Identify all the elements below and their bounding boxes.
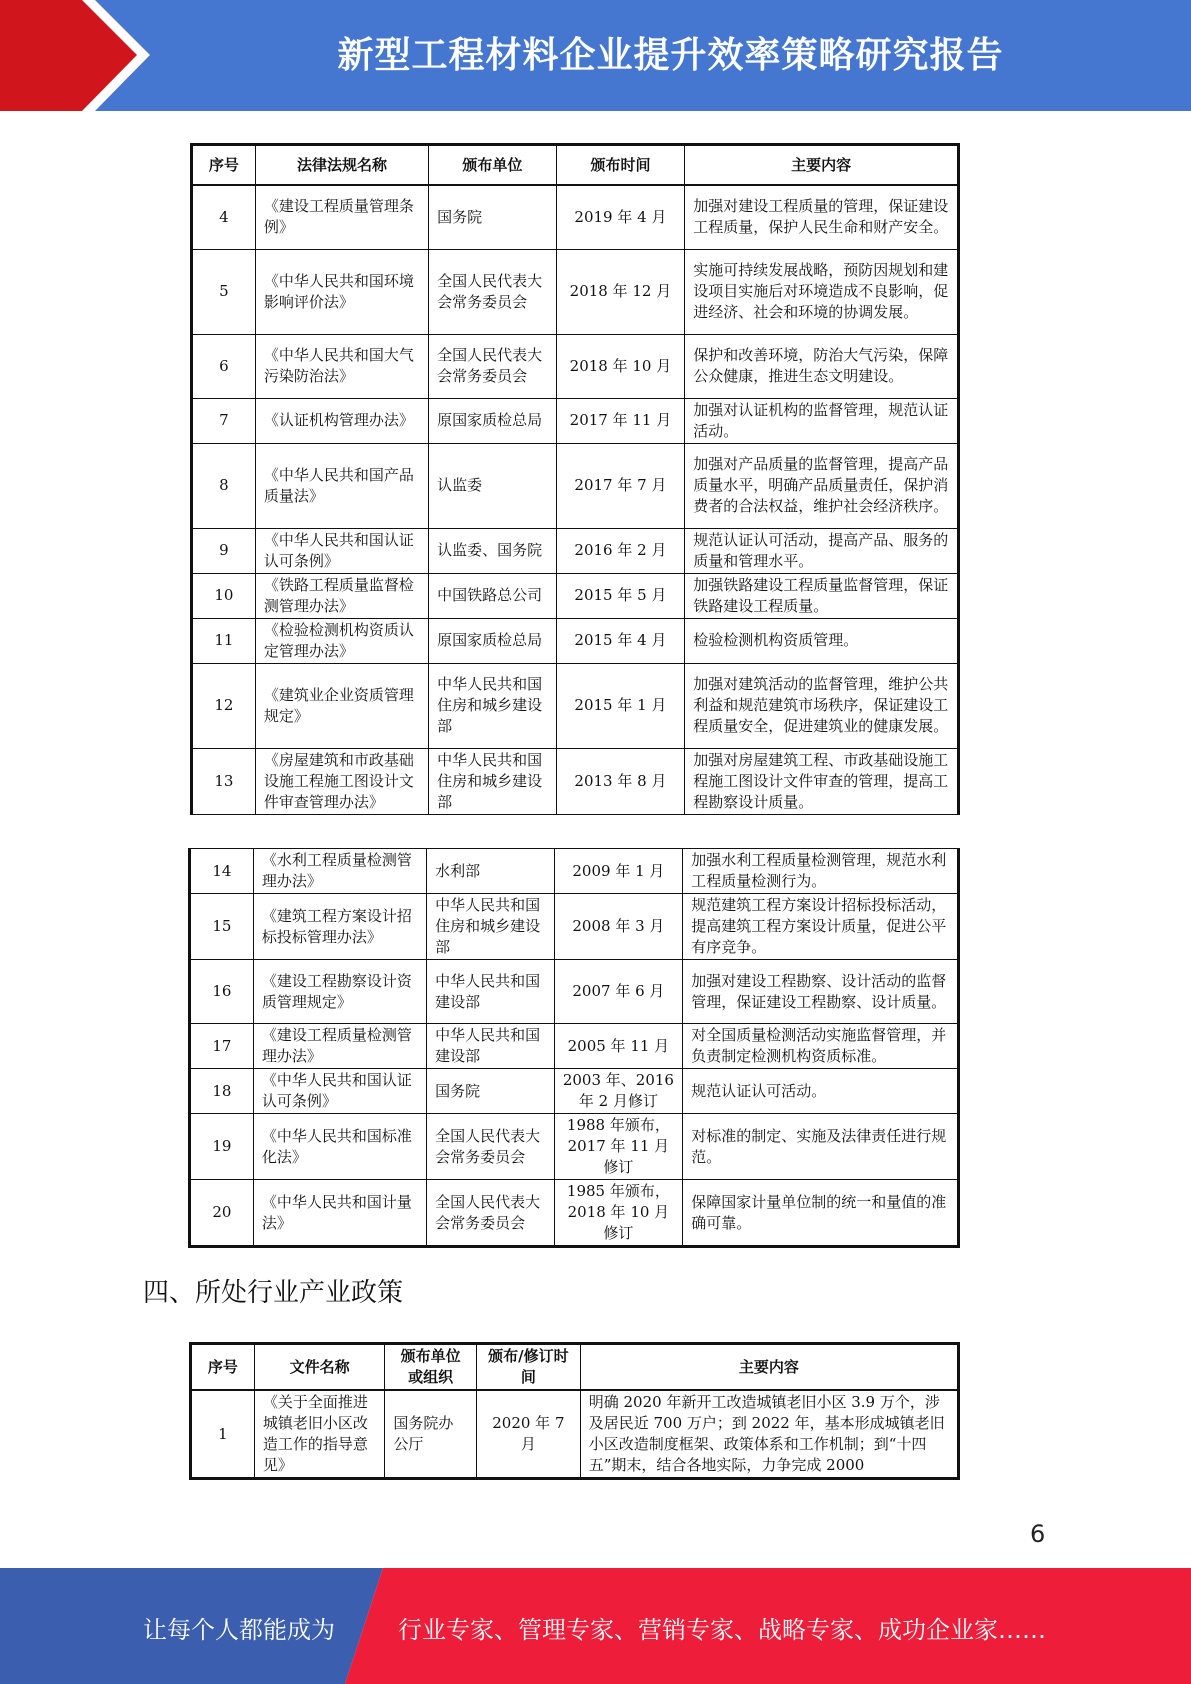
law-name: 《中华人民共和国标准化法》 [253,1114,426,1180]
row-number: 18 [190,1069,254,1114]
issue-date: 2019 年 4 月 [556,185,685,249]
table-row [192,663,959,748]
column-header: 颁布单位 [429,145,557,186]
issuer: 中华人民共和国住房和城乡建设部 [427,894,554,960]
column-header: 法律法规名称 [255,145,428,186]
main-content: 加强对产品质量的监督管理，提高产品质量水平，明确产品质量责任，保护消费者的合法权益，维护社会经济秩序。 [685,443,959,528]
law-name: 《中华人民共和国计量法》 [253,1180,426,1247]
column-header: 颁布/修订时间 [477,1344,581,1391]
issue-date: 1988 年颁布，2017 年 11 月修订 [554,1114,683,1180]
law-name: 《中华人民共和国环境影响评价法》 [255,249,428,334]
main-content: 规范建筑工程方案设计招标投标活动，提高建筑工程方案设计质量，促进公平有序竞争。 [683,894,959,960]
row-number: 16 [190,960,254,1024]
issue-date: 2005 年 11 月 [554,1024,683,1069]
main-content: 规范认证认可活动。 [683,1069,959,1114]
table-row [192,573,959,618]
issuer: 认监委、国务院 [429,528,557,573]
table-row [192,185,959,249]
issuer: 中华人民共和国住房和城乡建设部 [429,663,557,748]
law-name: 《中华人民共和国大气污染防治法》 [255,334,428,398]
table-row [190,1069,959,1114]
row-number: 1 [191,1390,255,1479]
law-name: 《水利工程质量检测管理办法》 [253,849,426,894]
issue-date: 2015 年 4 月 [556,618,685,663]
law-name: 《检验检测机构资质认定管理办法》 [255,618,428,663]
row-number: 6 [192,334,256,398]
page-footer [0,1568,1191,1684]
issuer: 全国人民代表大会常务委员会 [427,1114,554,1180]
issuer: 中华人民共和国建设部 [427,960,554,1024]
row-number: 15 [190,894,254,960]
table-header-row [191,1344,959,1391]
table-row [190,1114,959,1180]
row-number: 19 [190,1114,254,1180]
issue-date: 2013 年 8 月 [556,748,685,814]
page-number: 6 [1030,1520,1046,1548]
main-content: 对全国质量检测活动实施监督管理，并负责制定检测机构资质标准。 [683,1024,959,1069]
row-number: 20 [190,1180,254,1247]
issue-date: 2009 年 1 月 [554,849,683,894]
law-name: 《建筑工程方案设计招标投标管理办法》 [253,894,426,960]
issue-date: 2018 年 10 月 [556,334,685,398]
issuer: 认监委 [429,443,557,528]
law-name: 《房屋建筑和市政基础设施工程施工图设计文件审查管理办法》 [255,748,428,814]
law-name: 《认证机构管理办法》 [255,398,428,443]
main-content: 规范认证认可活动，提高产品、服务的质量和管理水平。 [685,528,959,573]
issue-date: 2003 年、2016 年 2 月修订 [554,1069,683,1114]
law-table-continued [188,848,960,1248]
footer-slogan-right: 行业专家、管理专家、营销专家、战略专家、成功企业家…… [398,1616,1046,1644]
issuer: 原国家质检总局 [429,618,557,663]
policy-table [189,1342,960,1480]
table-row [192,334,959,398]
table-row [192,618,959,663]
issue-date: 2017 年 11 月 [556,398,685,443]
row-number: 12 [192,663,256,748]
column-header: 文件名称 [254,1344,385,1391]
law-name: 《建设工程质量检测管理办法》 [253,1024,426,1069]
issuer: 国务院 [427,1069,554,1114]
issue-date: 2008 年 3 月 [554,894,683,960]
issuer: 中华人民共和国建设部 [427,1024,554,1069]
column-header: 颁布时间 [556,145,685,186]
issuer: 全国人民代表大会常务委员会 [427,1180,554,1247]
table-row [192,443,959,528]
issuer: 中华人民共和国住房和城乡建设部 [429,748,557,814]
issuer: 国务院办公厅 [385,1390,477,1479]
issue-date: 2016 年 2 月 [556,528,685,573]
column-header: 主要内容 [580,1344,958,1391]
table-row [190,894,959,960]
issuer: 中国铁路总公司 [429,573,557,618]
issue-date: 2015 年 1 月 [556,663,685,748]
main-content: 加强对认证机构的监督管理，规范认证活动。 [685,398,959,443]
table-row [192,528,959,573]
column-header: 序号 [192,145,256,186]
issuer: 全国人民代表大会常务委员会 [429,334,557,398]
report-title: 新型工程材料企业提升效率策略研究报告 [337,35,1004,76]
law-name: 《铁路工程质量监督检测管理办法》 [255,573,428,618]
main-content: 检验检测机构资质管理。 [685,618,959,663]
issuer: 全国人民代表大会常务委员会 [429,249,557,334]
row-number: 7 [192,398,256,443]
law-name: 《建设工程质量管理条例》 [255,185,428,249]
issue-date: 2015 年 5 月 [556,573,685,618]
main-content: 加强对建设工程勘察、设计活动的监督管理，保证建设工程勘察、设计质量。 [683,960,959,1024]
table-row [192,249,959,334]
issue-date: 2018 年 12 月 [556,249,685,334]
row-number: 11 [192,618,256,663]
law-name: 《建筑业企业资质管理规定》 [255,663,428,748]
table-row [192,398,959,443]
document-name: 《关于全面推进城镇老旧小区改造工作的指导意见》 [254,1390,385,1479]
main-content: 实施可持续发展战略，预防因规划和建设项目实施后对环境造成不良影响，促进经济、社会和环境的协调发展。 [685,249,959,334]
table-row [190,1024,959,1069]
table-row [190,849,959,894]
issue-date: 2007 年 6 月 [554,960,683,1024]
row-number: 10 [192,573,256,618]
main-content: 加强对建设工程质量的管理，保证建设工程质量，保护人民生命和财产安全。 [685,185,959,249]
row-number: 4 [192,185,256,249]
law-name: 《中华人民共和国认证认可条例》 [253,1069,426,1114]
table-row [192,748,959,814]
main-content: 加强对建筑活动的监督管理，维护公共利益和规范建筑市场秩序，保证建设工程质量安全，促进建筑业的健康发展。 [685,663,959,748]
row-number: 8 [192,443,256,528]
table-row [191,1390,959,1479]
issue-date: 2020 年 7 月 [477,1390,581,1479]
issue-date: 1985 年颁布，2018 年 10 月修订 [554,1180,683,1247]
law-table [190,143,960,815]
main-content: 加强对房屋建筑工程、市政基础设施工程施工图设计文件审查的管理，提高工程勘察设计质量。 [685,748,959,814]
row-number: 17 [190,1024,254,1069]
issuer: 水利部 [427,849,554,894]
table-row [190,1180,959,1247]
law-name: 《中华人民共和国产品质量法》 [255,443,428,528]
main-content: 加强铁路建设工程质量监督管理，保证铁路建设工程质量。 [685,573,959,618]
section-heading: 四、所处行业产业政策 [143,1278,404,1308]
main-content: 明确 2020 年新开工改造城镇老旧小区 3.9 万个，涉及居民近 700 万户；到 2022 年，基本形成城镇老旧小区改造制度框架、政策体系和工作机制；到“十四五”期末，结合各地实际，力争完成 2000 [580,1390,958,1479]
column-header: 颁布单位或组织 [385,1344,477,1391]
issuer: 原国家质检总局 [429,398,557,443]
law-name: 《中华人民共和国认证认可条例》 [255,528,428,573]
row-number: 9 [192,528,256,573]
main-content: 对标准的制定、实施及法律责任进行规范。 [683,1114,959,1180]
law-name: 《建设工程勘察设计资质管理规定》 [253,960,426,1024]
issue-date: 2017 年 7 月 [556,443,685,528]
table-row [190,960,959,1024]
issuer: 国务院 [429,185,557,249]
page-header [0,0,1191,111]
column-header: 主要内容 [685,145,959,186]
main-content: 保护和改善环境，防治大气污染，保障公众健康，推进生态文明建设。 [685,334,959,398]
column-header: 序号 [191,1344,255,1391]
row-number: 13 [192,748,256,814]
row-number: 5 [192,249,256,334]
footer-slogan-left: 让每个人都能成为 [143,1616,335,1644]
main-content: 保障国家计量单位制的统一和量值的准确可靠。 [683,1180,959,1247]
table-header-row [192,145,959,186]
main-content: 加强水利工程质量检测管理，规范水利工程质量检测行为。 [683,849,959,894]
row-number: 14 [190,849,254,894]
